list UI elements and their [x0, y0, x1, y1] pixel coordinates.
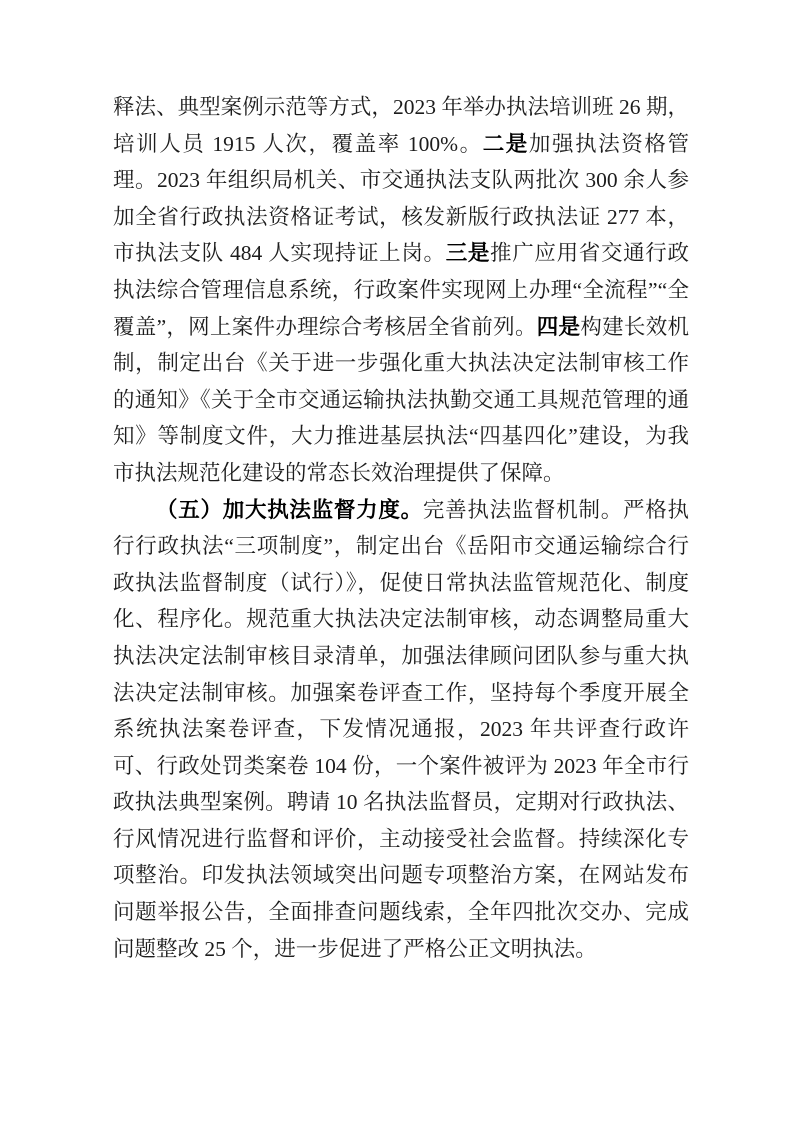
emphasis-run: 四是: [536, 314, 581, 339]
text-run: 构建长效机制，制定出台《关于进一步强化重大执法决定法制审核工作的通知》《关于全市交通运输执法执勤交通工具规范管理的通知》等制度文件，大力推进基层执法“四基四化”建设，为我市执法规范化建设的常态长效治理提供了保障。: [113, 314, 689, 485]
emphasis-run: 二是: [482, 131, 529, 156]
document-body: [113, 89, 689, 967]
text-run: 加强执法资格管理。2023 年组织局机关、市交通执法支队两批次 300 余人参加全省行政执法资格证考试，核发新版行政执法证 277 本，市执法支队 484 人实现持证上岗。: [113, 131, 689, 266]
text-run: 推广应用省交通行政执法综合管理信息系统，行政案件实现网上办理“全流程”“全覆盖”，网上案件办理综合考核居全省前列。: [113, 241, 689, 339]
paragraph-1: [113, 89, 689, 492]
emphasis-run: （五）加大执法监督力度。: [156, 497, 423, 522]
paragraph-2: [113, 492, 689, 968]
text-run: 完善执法监督机制。严格执行行政执法“三项制度”，制定出台《岳阳市交通运输综合行政执法监督制度（试行）》，促使日常执法监管规范化、制度化、程序化。规范重大执法决定法制审核，动态调整局重大执法决定法制审核目录清单，加强法律顾问团队参与重大执法决定法制审核。加强案卷评查工作，坚持每个季度开展全系统执法案卷评查，下发情况通报，2023 年共评查行政许可、行政处罚类案卷 104 份，一个案件被评为 2023 年全市行政执法典型案例。聘请 10 名执法监督员，定期对行政执法、行风情况进行监督和评价，主动接受社会监督。持续深化专项整治。印发执法领域突出问题专项整治方案，在网站发布问题举报公告，全面排查问题线索，全年四批次交办、完成问题整改 25 个，进一步促进了严格公正文明执法。: [113, 497, 689, 961]
emphasis-run: 三是: [445, 241, 491, 266]
text-run: 释法、典型案例示范等方式，2023 年举办执法培训班 26 期，培训人员 1915 人次，覆盖率 100%。: [113, 95, 689, 156]
